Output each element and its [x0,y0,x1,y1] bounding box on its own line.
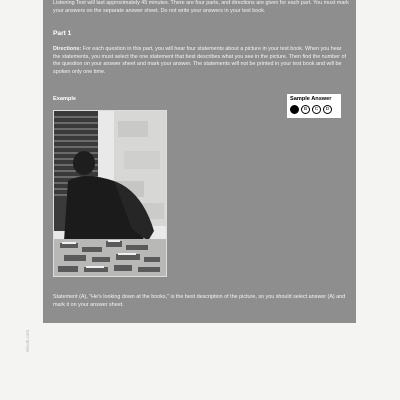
example-photo [53,110,167,277]
answer-bubble-c: C [312,105,321,114]
side-watermark: ebook.com [25,329,30,352]
answer-bubbles [290,105,338,114]
directions-text: For each question in this part, you will hear four statements about a picture in your test book. When you hear the statements, you must select the one statement that best describes what you see in the picture. Then find the number of the question on your answer sheet and mark your answer. The statements will not be printed in your test book and will be spoken only one time. [53,46,346,75]
photo-illustration [54,111,166,276]
directions-paragraph [53,46,349,76]
answer-bubble-b: B [301,105,310,114]
directions-label: Directions: [53,46,82,52]
part-heading: Part 1 [53,30,72,37]
sample-answer-box [287,94,341,118]
answer-bubble-d: D [323,105,332,114]
sample-answer-title: Sample Answer [290,96,332,102]
answer-bubble-a [290,105,299,114]
intro-text: Listening Test will last approximately 45 minutes. There are four parts, and directions are given for each part. You must mark your answers on the separate answer sheet. Do not write your answers in your test book. [53,0,349,14]
example-label: Example [53,96,77,102]
statement-text: Statement (A), "He's looking down at the books," is the best description of the picture, so you should select answer (A) and mark it on your answer sheet. [53,294,346,308]
